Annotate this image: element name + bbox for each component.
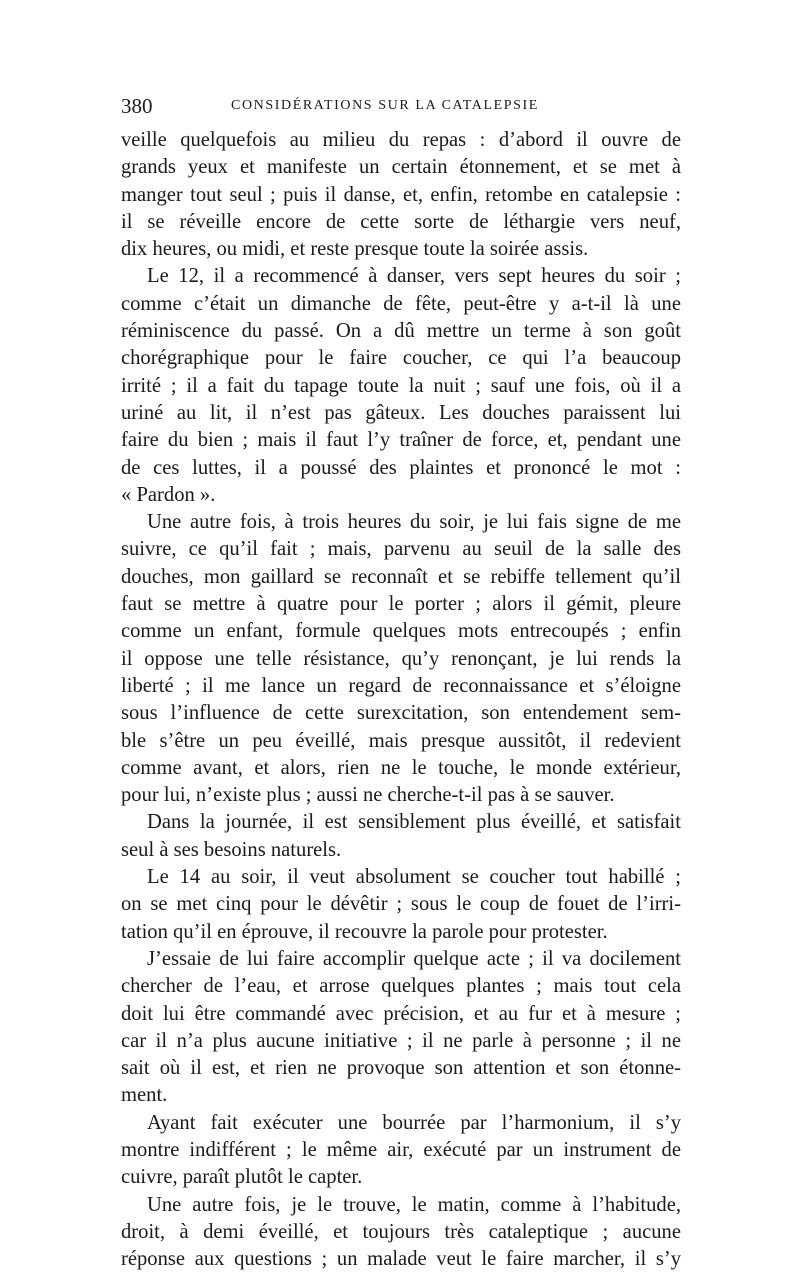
running-head (121, 94, 681, 118)
text-line: réponse aux questions ; un malade veut le faire marcher, il s’y (121, 1248, 681, 1271)
text-line: liberté ; il me lance un regard de reconnaissance et s’éloigne (121, 674, 681, 697)
text-line: il oppose une telle résistance, qu’y renonçant, je lui rends la (121, 647, 681, 670)
text-line: pour lui, n’existe plus ; aussi ne cherche-t-il pas à se sauver. (121, 784, 615, 807)
text-line: chercher de l’eau, et arrose quelques plantes ; mais tout cela (121, 975, 681, 998)
text-line: on se met cinq pour le dévêtir ; sous le coup de fouet de l’irri- (121, 893, 681, 916)
text-line: veille quelquefois au milieu du repas : d’abord il ouvre de (121, 129, 681, 151)
text-line: faire du bien ; mais il faut l’y traîner de force, et, pendant une (121, 429, 681, 452)
text-line: tation qu’il en éprouve, il recouvre la parole pour protester. (121, 920, 608, 943)
text-line: comme c’était un dimanche de fête, peut-être y a-t-il là une (121, 292, 681, 315)
text-line: droit, à demi éveillé, et toujours très cataleptique ; aucune (121, 1220, 681, 1243)
text-line: de ces luttes, il a poussé des plaintes et prononcé le mot : (121, 456, 681, 479)
body-text (121, 127, 681, 1273)
text-line: Dans la journée, il est sensiblement plus éveillé, et satisfait (147, 811, 681, 834)
text-line: cuivre, paraît plutôt le capter. (121, 1166, 363, 1189)
text-line: Une autre fois, à trois heures du soir, je lui fais signe de me (147, 511, 681, 534)
text-line: dix heures, ou midi, et reste presque toute la soirée assis. (121, 238, 589, 261)
text-line: uriné au lit, il n’est pas gâteux. Les douches paraissent lui (121, 401, 681, 424)
text-line: sous l’influence de cette surexcitation, son entendement sem- (121, 702, 681, 725)
text-line: douches, mon gaillard se reconnaît et se rebiffe tellement qu’il (121, 565, 681, 588)
text-line: Le 14 au soir, il veut absolument se coucher tout habillé ; (147, 866, 681, 889)
text-line: montre indifférent ; le même air, exécuté par un instrument de (121, 1138, 681, 1161)
text-line: car il n’a plus aucune initiative ; il ne parle à personne ; il ne (121, 1029, 681, 1052)
running-title: CONSIDÉRATIONS SUR LA CATALEPSIE (231, 98, 539, 113)
text-line: J’essaie de lui faire accomplir quelque acte ; il va docilement (147, 947, 681, 970)
text-line: faut se mettre à quatre pour le porter ; alors il gémit, pleure (121, 593, 681, 616)
text-line: sait où il est, et rien ne provoque son attention et son étonne- (121, 1057, 681, 1080)
text-line: comme avant, et alors, rien ne le touche, le monde extérieur, (121, 756, 681, 779)
text-line: Ayant fait exécuter une bourrée par l’harmonium, il s’y (147, 1111, 681, 1134)
text-line: il se réveille encore de cette sorte de léthargie vers neuf, (121, 210, 681, 233)
text-line: chorégraphique pour le faire coucher, ce qui l’a beaucoup (121, 347, 681, 370)
text-line: suivre, ce qu’il fait ; mais, parvenu au seuil de la salle des (121, 538, 681, 561)
text-line: seul à ses besoins naturels. (121, 838, 342, 861)
text-line: manger tout seul ; puis il danse, et, enfin, retombe en catalepsie : (121, 183, 681, 206)
text-line: Une autre fois, je le trouve, le matin, comme à l’habitude, (147, 1193, 681, 1216)
text-line: irrité ; il a fait du tapage toute la nuit ; sauf une fois, où il a (121, 374, 681, 397)
text-line: ble s’être un peu éveillé, mais presque aussitôt, il redevient (121, 729, 681, 752)
text-line: doit lui être commandé avec précision, et au fur et à mesure ; (121, 1002, 681, 1025)
text-line: « Pardon ». (121, 483, 216, 506)
text-line: comme un enfant, formule quelques mots entrecoupés ; enfin (121, 620, 681, 643)
text-line: réminiscence du passé. On a dû mettre un terme à son goût (121, 320, 681, 343)
text-line: ment. (121, 1084, 168, 1107)
text-line: Le 12, il a recommencé à danser, vers sept heures du soir ; (147, 265, 681, 288)
page-number: 380 (121, 94, 153, 118)
text-line: grands yeux et manifeste un certain étonnement, et se met à (121, 156, 681, 179)
